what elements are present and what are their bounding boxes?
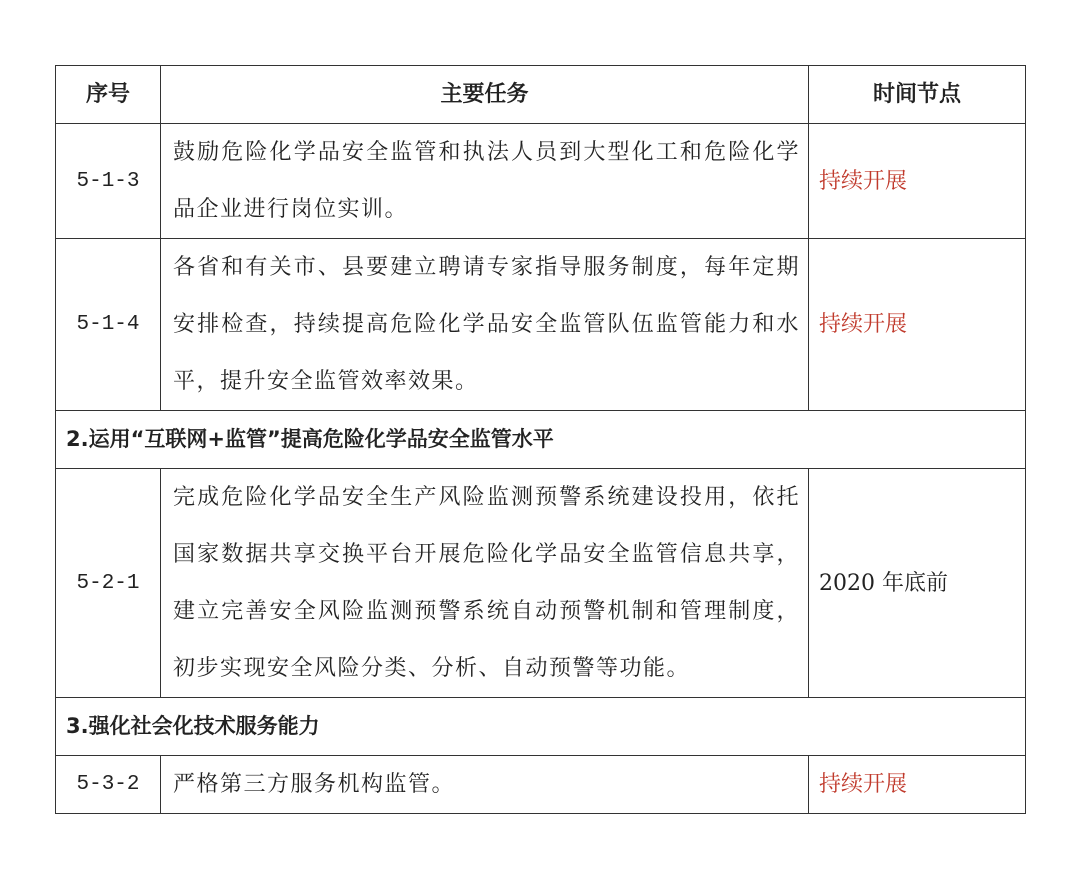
- header-time: 时间节点: [809, 66, 1026, 124]
- section-title: 3.强化社会化技术服务能力: [56, 698, 1026, 756]
- row-id: 5-2-1: [56, 469, 161, 698]
- section-row: [56, 698, 1026, 756]
- row-id: 5-1-3: [56, 124, 161, 239]
- row-time: 持续开展: [809, 239, 1026, 411]
- table-row: [56, 124, 1026, 239]
- row-id: 5-1-4: [56, 239, 161, 411]
- header-id: 序号: [56, 66, 161, 124]
- table-row: [56, 756, 1026, 814]
- row-id: 5-3-2: [56, 756, 161, 814]
- task-table: [55, 65, 1026, 814]
- section-row: [56, 411, 1026, 469]
- header-task: 主要任务: [161, 66, 809, 124]
- table-row: [56, 239, 1026, 411]
- row-time: 2020 年底前: [809, 469, 1026, 698]
- row-task: 鼓励危险化学品安全监管和执法人员到大型化工和危险化学品企业进行岗位实训。: [161, 124, 809, 239]
- row-task: 严格第三方服务机构监管。: [161, 756, 809, 814]
- row-time: 持续开展: [809, 124, 1026, 239]
- table-row: [56, 469, 1026, 698]
- row-task: 完成危险化学品安全生产风险监测预警系统建设投用，依托国家数据共享交换平台开展危险化学品安全监管信息共享，建立完善安全风险监测预警系统自动预警机制和管理制度，初步实现安全风险分类、分析、自动预警等功能。: [161, 469, 809, 698]
- row-time: 持续开展: [809, 756, 1026, 814]
- section-title: 2.运用“互联网+监管”提高危险化学品安全监管水平: [56, 411, 1026, 469]
- row-task: 各省和有关市、县要建立聘请专家指导服务制度，每年定期安排检查，持续提高危险化学品安全监管队伍监管能力和水平，提升安全监管效率效果。: [161, 239, 809, 411]
- header-row: [56, 66, 1026, 124]
